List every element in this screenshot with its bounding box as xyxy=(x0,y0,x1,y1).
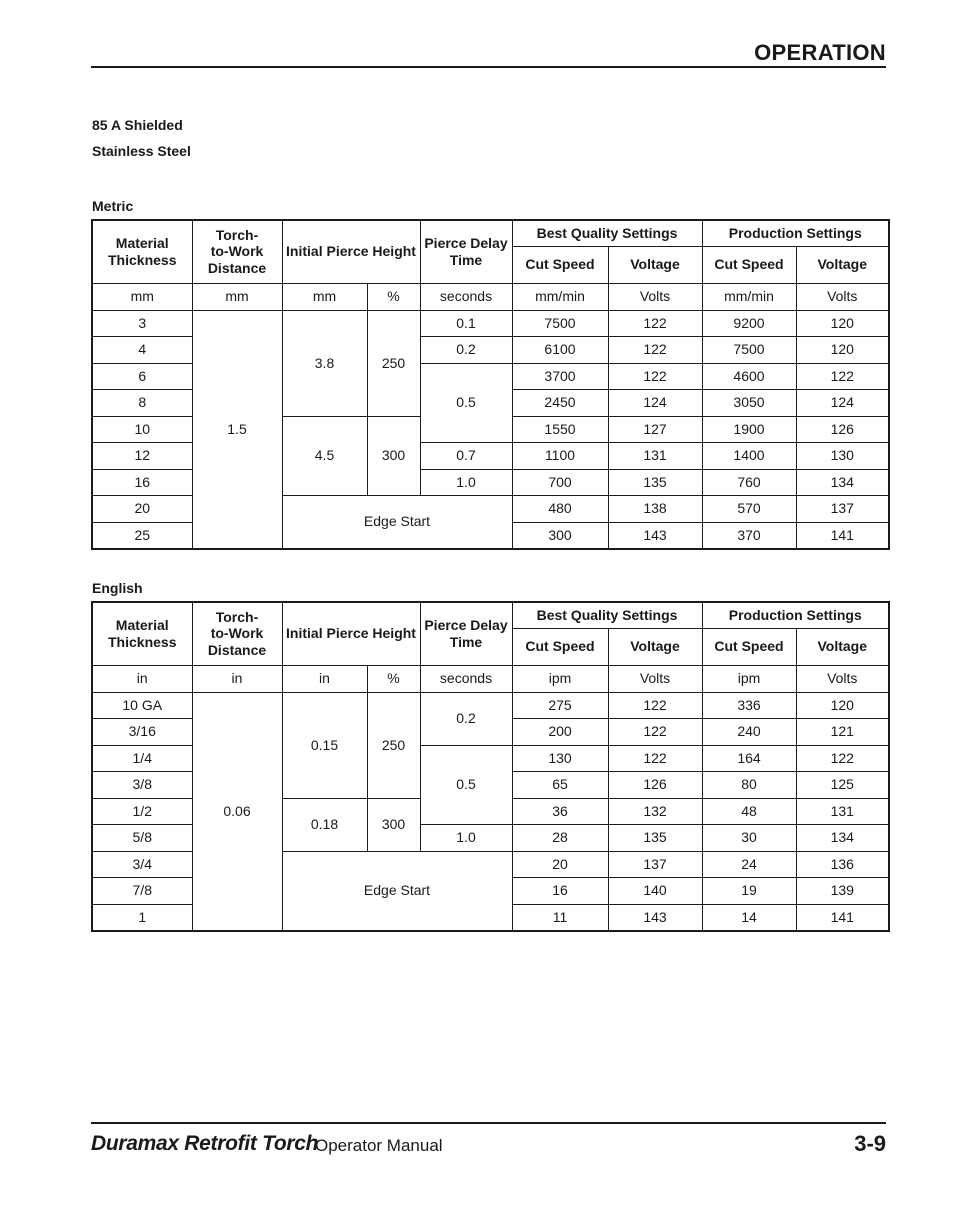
cut-speed-cell: 9200 xyxy=(702,310,796,337)
page-number: 3-9 xyxy=(854,1131,886,1156)
thickness-cell: 10 xyxy=(92,416,192,443)
thickness-cell: 1 xyxy=(92,904,192,931)
voltage-cell: 121 xyxy=(796,719,889,746)
voltage-cell: 122 xyxy=(608,745,702,772)
cut-speed-cell: 7500 xyxy=(512,310,608,337)
unit-cell: seconds xyxy=(420,283,512,310)
cut-speed-cell: 1900 xyxy=(702,416,796,443)
pierce-delay-cell: 0.2 xyxy=(420,337,512,364)
pierce-height-cell: 0.18 xyxy=(282,798,367,851)
voltage-cell: 131 xyxy=(796,798,889,825)
header-divider xyxy=(91,66,886,68)
voltage-cell: 122 xyxy=(608,692,702,719)
header-torch-to-work: Torch- to-Work Distance xyxy=(192,220,282,283)
units-row xyxy=(92,665,889,692)
thickness-cell: 3/4 xyxy=(92,851,192,878)
pierce-percent-cell: 250 xyxy=(367,310,420,416)
unit-cell: % xyxy=(367,665,420,692)
pierce-percent-cell: 250 xyxy=(367,692,420,798)
voltage-cell: 134 xyxy=(796,469,889,496)
cut-speed-cell: 1550 xyxy=(512,416,608,443)
cut-speed-cell: 130 xyxy=(512,745,608,772)
thickness-cell: 3/8 xyxy=(92,772,192,799)
english-label: English xyxy=(92,580,143,596)
unit-cell: mm/min xyxy=(702,283,796,310)
thickness-cell: 5/8 xyxy=(92,825,192,852)
pierce-height-cell: 0.15 xyxy=(282,692,367,798)
cut-speed-cell: 275 xyxy=(512,692,608,719)
pierce-delay-cell: 0.7 xyxy=(420,443,512,470)
product-name: Duramax Retrofit Torch xyxy=(91,1132,319,1155)
voltage-cell: 130 xyxy=(796,443,889,470)
english-table xyxy=(91,601,890,932)
header-cut-speed: Cut Speed xyxy=(512,628,608,665)
cut-speed-cell: 80 xyxy=(702,772,796,799)
cut-speed-cell: 6100 xyxy=(512,337,608,364)
thickness-cell: 20 xyxy=(92,496,192,523)
pierce-delay-cell: 1.0 xyxy=(420,469,512,496)
unit-cell: Volts xyxy=(608,665,702,692)
table-row xyxy=(92,692,889,719)
header-pierce-delay-time: Pierce Delay Time xyxy=(420,220,512,283)
cut-speed-cell: 30 xyxy=(702,825,796,852)
header-voltage: Voltage xyxy=(796,628,889,665)
unit-cell: mm/min xyxy=(512,283,608,310)
header-initial-pierce-height: Initial Pierce Height xyxy=(282,220,420,283)
header-production: Production Settings xyxy=(702,602,889,628)
voltage-cell: 125 xyxy=(796,772,889,799)
process-title: 85 A Shielded xyxy=(92,117,183,133)
cut-speed-cell: 1400 xyxy=(702,443,796,470)
pierce-percent-cell: 300 xyxy=(367,798,420,851)
thickness-cell: 8 xyxy=(92,390,192,417)
header-voltage: Voltage xyxy=(608,246,702,283)
thickness-cell: 7/8 xyxy=(92,878,192,905)
pierce-delay-cell: 0.2 xyxy=(420,692,512,745)
unit-cell: in xyxy=(282,665,367,692)
voltage-cell: 139 xyxy=(796,878,889,905)
thickness-cell: 3/16 xyxy=(92,719,192,746)
voltage-cell: 120 xyxy=(796,337,889,364)
cut-speed-cell: 16 xyxy=(512,878,608,905)
voltage-cell: 143 xyxy=(608,904,702,931)
unit-cell: % xyxy=(367,283,420,310)
thickness-cell: 1/2 xyxy=(92,798,192,825)
thickness-cell: 4 xyxy=(92,337,192,364)
metric-table xyxy=(91,219,890,550)
unit-cell: Volts xyxy=(796,665,889,692)
unit-cell: Volts xyxy=(608,283,702,310)
cut-speed-cell: 164 xyxy=(702,745,796,772)
cut-speed-cell: 11 xyxy=(512,904,608,931)
unit-cell: mm xyxy=(92,283,192,310)
header-production: Production Settings xyxy=(702,220,889,246)
table-row xyxy=(92,310,889,337)
header-pierce-delay-time: Pierce Delay Time xyxy=(420,602,512,665)
thickness-cell: 6 xyxy=(92,363,192,390)
pierce-delay-cell: 0.1 xyxy=(420,310,512,337)
cut-speed-cell: 200 xyxy=(512,719,608,746)
unit-cell: in xyxy=(192,665,282,692)
voltage-cell: 122 xyxy=(608,719,702,746)
voltage-cell: 122 xyxy=(796,363,889,390)
cut-speed-cell: 300 xyxy=(512,522,608,549)
header-cut-speed: Cut Speed xyxy=(702,628,796,665)
cut-speed-cell: 4600 xyxy=(702,363,796,390)
voltage-cell: 120 xyxy=(796,310,889,337)
cut-speed-cell: 20 xyxy=(512,851,608,878)
voltage-cell: 136 xyxy=(796,851,889,878)
pierce-delay-cell: 1.0 xyxy=(420,825,512,852)
pierce-height-cell: 3.8 xyxy=(282,310,367,416)
cut-speed-cell: 3050 xyxy=(702,390,796,417)
thickness-cell: 16 xyxy=(92,469,192,496)
cut-speed-cell: 370 xyxy=(702,522,796,549)
header-material-thickness: Material Thickness xyxy=(92,602,192,665)
unit-cell: mm xyxy=(282,283,367,310)
torch-distance-cell: 0.06 xyxy=(192,692,282,931)
cut-speed-cell: 48 xyxy=(702,798,796,825)
manual-name: Operator Manual xyxy=(315,1136,443,1155)
unit-cell: in xyxy=(92,665,192,692)
voltage-cell: 124 xyxy=(796,390,889,417)
voltage-cell: 141 xyxy=(796,522,889,549)
unit-cell: mm xyxy=(192,283,282,310)
header-voltage: Voltage xyxy=(608,628,702,665)
edge-start-cell: Edge Start xyxy=(282,496,512,549)
cut-speed-cell: 19 xyxy=(702,878,796,905)
header-torch-to-work: Torch- to-Work Distance xyxy=(192,602,282,665)
pierce-percent-cell: 300 xyxy=(367,416,420,496)
edge-start-cell: Edge Start xyxy=(282,851,512,931)
voltage-cell: 143 xyxy=(608,522,702,549)
thickness-cell: 10 GA xyxy=(92,692,192,719)
header-cut-speed: Cut Speed xyxy=(512,246,608,283)
header-material-thickness: Material Thickness xyxy=(92,220,192,283)
cut-speed-cell: 336 xyxy=(702,692,796,719)
cut-speed-cell: 240 xyxy=(702,719,796,746)
header-initial-pierce-height: Initial Pierce Height xyxy=(282,602,420,665)
voltage-cell: 126 xyxy=(608,772,702,799)
voltage-cell: 135 xyxy=(608,825,702,852)
metric-label: Metric xyxy=(92,198,134,214)
unit-cell: Volts xyxy=(796,283,889,310)
voltage-cell: 122 xyxy=(608,337,702,364)
voltage-cell: 132 xyxy=(608,798,702,825)
voltage-cell: 127 xyxy=(608,416,702,443)
cut-speed-cell: 760 xyxy=(702,469,796,496)
thickness-cell: 1/4 xyxy=(92,745,192,772)
header-best-quality: Best Quality Settings xyxy=(512,602,702,628)
cut-speed-cell: 65 xyxy=(512,772,608,799)
voltage-cell: 122 xyxy=(608,310,702,337)
cut-speed-cell: 7500 xyxy=(702,337,796,364)
cut-speed-cell: 480 xyxy=(512,496,608,523)
voltage-cell: 138 xyxy=(608,496,702,523)
voltage-cell: 131 xyxy=(608,443,702,470)
cut-speed-cell: 3700 xyxy=(512,363,608,390)
cut-speed-cell: 36 xyxy=(512,798,608,825)
section-title: OPERATION xyxy=(754,40,886,65)
cut-speed-cell: 14 xyxy=(702,904,796,931)
pierce-delay-cell: 0.5 xyxy=(420,745,512,825)
thickness-cell: 25 xyxy=(92,522,192,549)
cut-speed-cell: 570 xyxy=(702,496,796,523)
thickness-cell: 3 xyxy=(92,310,192,337)
pierce-height-cell: 4.5 xyxy=(282,416,367,496)
voltage-cell: 120 xyxy=(796,692,889,719)
voltage-cell: 122 xyxy=(796,745,889,772)
header-cut-speed: Cut Speed xyxy=(702,246,796,283)
pierce-delay-cell: 0.5 xyxy=(420,363,512,443)
header-best-quality: Best Quality Settings xyxy=(512,220,702,246)
cut-speed-cell: 2450 xyxy=(512,390,608,417)
cut-speed-cell: 28 xyxy=(512,825,608,852)
voltage-cell: 137 xyxy=(796,496,889,523)
voltage-cell: 124 xyxy=(608,390,702,417)
voltage-cell: 140 xyxy=(608,878,702,905)
voltage-cell: 134 xyxy=(796,825,889,852)
torch-distance-cell: 1.5 xyxy=(192,310,282,549)
footer-divider xyxy=(91,1122,886,1124)
unit-cell: seconds xyxy=(420,665,512,692)
voltage-cell: 122 xyxy=(608,363,702,390)
units-row xyxy=(92,283,889,310)
thickness-cell: 12 xyxy=(92,443,192,470)
cut-speed-cell: 1100 xyxy=(512,443,608,470)
cut-speed-cell: 700 xyxy=(512,469,608,496)
unit-cell: ipm xyxy=(512,665,608,692)
voltage-cell: 141 xyxy=(796,904,889,931)
voltage-cell: 126 xyxy=(796,416,889,443)
unit-cell: ipm xyxy=(702,665,796,692)
cut-speed-cell: 24 xyxy=(702,851,796,878)
voltage-cell: 137 xyxy=(608,851,702,878)
material-title: Stainless Steel xyxy=(92,143,191,159)
voltage-cell: 135 xyxy=(608,469,702,496)
header-voltage: Voltage xyxy=(796,246,889,283)
